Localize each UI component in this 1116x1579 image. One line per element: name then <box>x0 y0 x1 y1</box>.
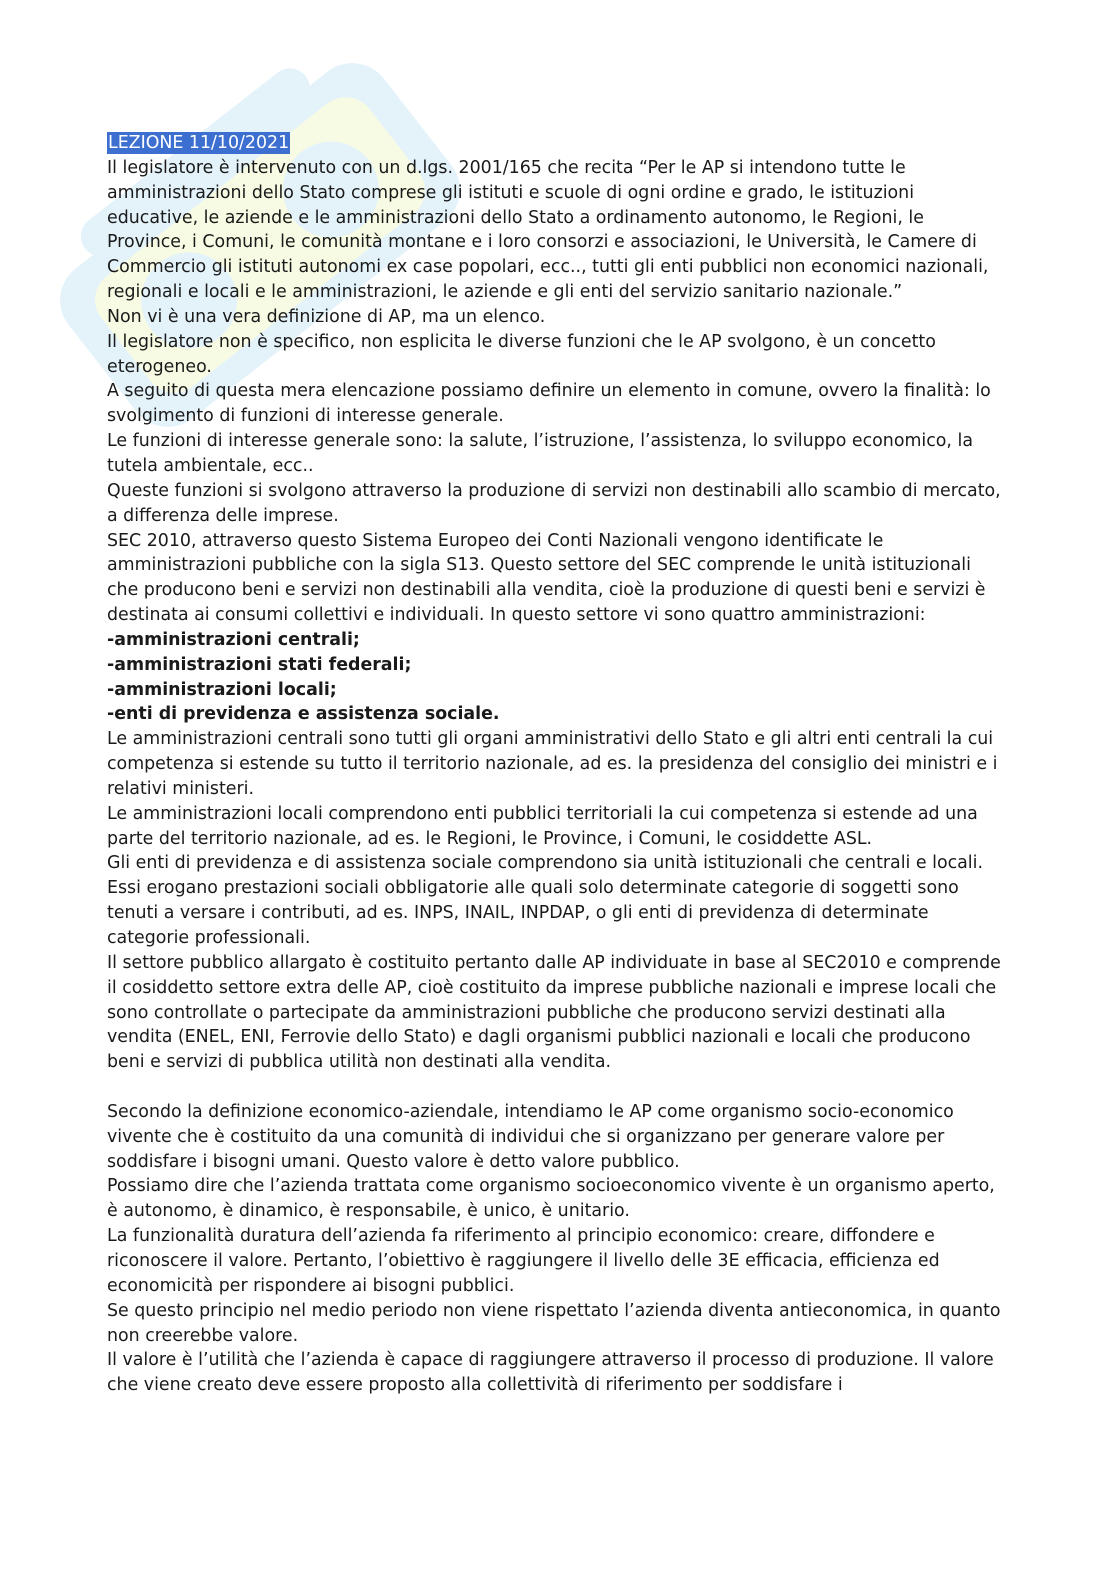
paragraph: Non vi è una vera definizione di AP, ma un elenco. <box>107 306 546 327</box>
paragraph: Se questo principio nel medio periodo non viene rispettato l’azienda diventa antieconomica, in quanto non creerebbe valore. <box>107 1300 1001 1346</box>
bold-list-item: -amministrazioni centrali; <box>107 629 360 650</box>
bold-list-item: -amministrazioni locali; <box>107 679 337 700</box>
paragraph: Il legislatore è intervenuto con un d.lgs. 2001/165 che recita “Per le AP si intendono tutte le amministrazioni dello Stato comprese gli istituti e scuole di ogni ordine e grado, le istituzioni educative, le aziende e le amministrazioni dello Stato a ordinamento autonomo, le Regioni, le Province, i Comuni, le comunità montane e i loro consorzi e associazioni, le Università, le Camere di Commercio gli istituti autonomi ex case popolari, ecc.., tutti gli enti pubblici non economici nazionali, regionali e locali e le amministrazioni, le aziende e gli enti del servizio sanitario nazionale.” <box>107 157 989 303</box>
paragraph: Le amministrazioni locali comprendono enti pubblici territoriali la cui competenza si estende ad una parte del territorio nazionale, ad es. le Regioni, le Province, i Comuni, le cosiddette ASL. <box>107 803 978 849</box>
bold-list-item: -enti di previdenza e assistenza sociale. <box>107 704 500 725</box>
page-heading <box>107 131 1007 156</box>
paragraph: Gli enti di previdenza e di assistenza sociale comprendono sia unità istituzionali che centrali e locali. Essi erogano prestazioni sociali obbligatorie alle quali solo determinate categorie di soggetti sono tenuti a versare i contributi, ad es. INPS, INAIL, INPDAP, o gli enti di previdenza di determinate categorie professionali. <box>107 853 983 948</box>
paragraph: Il legislatore non è specifico, non esplicita le diverse funzioni che le AP svolgono, è un concetto eterogeneo. <box>107 331 936 377</box>
bold-list-item: -amministrazioni stati federali; <box>107 654 412 675</box>
paragraph: SEC 2010, attraverso questo Sistema Europeo dei Conti Nazionali vengono identificate le amministrazioni pubbliche con la sigla S13. Questo settore del SEC comprende le unità istituzionali che producono beni e servizi non destinabili alla vendita, cioè la produzione di questi beni e servizi è destinata ai consumi collettivi e individuali. In questo settore vi sono quattro amministrazioni: <box>107 530 986 626</box>
blank-line <box>107 1075 1007 1100</box>
paragraph: Queste funzioni si svolgono attraverso la produzione di servizi non destinabili allo scambio di mercato, a differenza delle imprese. <box>107 480 1001 526</box>
document-page <box>107 131 1007 1398</box>
paragraph: A seguito di questa mera elencazione possiamo definire un elemento in comune, ovvero la finalità: lo svolgimento di funzioni di interesse generale. <box>107 381 991 427</box>
heading-highlight: LEZIONE 11/10/2021 <box>108 133 290 153</box>
paragraph: La funzionalità duratura dell’azienda fa riferimento al principio economico: creare, diffondere e riconoscere il valore. Pertanto, l’obiettivo è raggiungere il livello delle 3E efficacia, efficienza ed economicità per rispondere ai bisogni pubblici. <box>107 1226 940 1296</box>
paragraph: Possiamo dire che l’azienda trattata come organismo socioeconomico vivente è un organismo aperto, è autonomo, è dinamico, è responsabile, è unico, è unitario. <box>107 1176 995 1222</box>
paragraph: Le amministrazioni centrali sono tutti gli organi amministrativi dello Stato e gli altri enti centrali la cui competenza si estende su tutto il territorio nazionale, ad es. la presidenza del consiglio dei ministri e i relativi ministeri. <box>107 729 998 799</box>
paragraph: Il settore pubblico allargato è costituito pertanto dalle AP individuate in base al SEC2010 e comprende il cosiddetto settore extra delle AP, cioè costituito da imprese pubbliche nazionali e imprese locali che sono controllate o partecipate da amministrazioni pubbliche che producono servizi destinati alla vendita (ENEL, ENI, Ferrovie dello Stato) e dagli organismi pubblici nazionali e locali che producono beni e servizi di pubblica utilità non destinati alla vendita. <box>107 952 1001 1073</box>
paragraph: Le funzioni di interesse generale sono: la salute, l’istruzione, l’assistenza, lo sviluppo economico, la tutela ambientale, ecc.. <box>107 431 973 476</box>
paragraph: Secondo la definizione economico-aziendale, intendiamo le AP come organismo socio-economico vivente che è costituito da una comunità di individui che si organizzano per generare valore per soddisfare i bisogni umani. Questo valore è detto valore pubblico. <box>107 1101 954 1172</box>
paragraph: Il valore è l’utilità che l’azienda è capace di raggiungere attraverso il processo di produzione. Il valore che viene creato deve essere proposto alla collettività di riferimento per soddisfare i <box>107 1350 994 1396</box>
